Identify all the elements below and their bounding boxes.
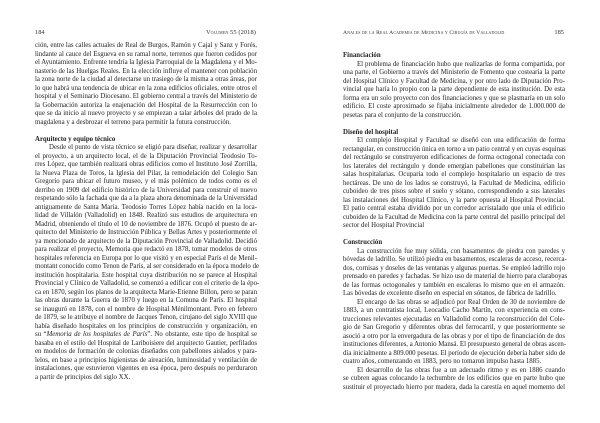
text-line: ción, entre las calles actuales de Real de Burgos, Ramón y Cajal y Sanz y Forés, bbox=[35, 42, 257, 49]
text-line: El problema de financiación hubo que realizarlas de forma compartida, por bbox=[357, 60, 565, 68]
text-line: salas hospitalarias. Ocuparía todo el complejo hospitalario un espacio de tres bbox=[343, 171, 565, 178]
text-line: institución hospitalaria. Este hospital cuya distribución no se parece al Hospital bbox=[35, 271, 257, 279]
text-line: en modelos de formación de colonias diseñados con pabellones aislados y para- bbox=[35, 348, 257, 355]
text-line: se cubren aguas colocando la techumbre de los edificios que en parte hubo que bbox=[343, 375, 565, 382]
text-line: Madrid, obteniendo el título el 10 de noviembre de 1876. Ocupó el puesto de ar- bbox=[35, 220, 257, 228]
text-line: Las bóvedas de excelente diseño en especial en sótanos, de fábrica de ladrillo. bbox=[343, 290, 557, 297]
text-line: día inicialmente a 809.000 pesetas. El período de ejecución debería haber sido de bbox=[343, 349, 566, 357]
text-line: rres López, que también realizará obras edificios como el Instituto José Zorrilla, bbox=[35, 161, 257, 168]
text-line: de 1879, se le atribuye el nombre de Jacques Tenon, cirujano del siglo XVIII que bbox=[35, 314, 257, 321]
right-page bbox=[300, 0, 600, 423]
text-line: la Gobernación autoriza la enajenación del Hospital de la Resurrección con lo bbox=[35, 101, 257, 109]
text-line: dos, cornisas y doseles de las ventanas y algunas puertas. Se empleó ladrillo rojo bbox=[343, 264, 565, 272]
text-line: nasterio de las Huelgas Reales. En la elección influye el mantener con población bbox=[35, 67, 257, 75]
text-line: cuboideo de tres pisos sobre el suelo y sótano, correspondiendo a sus laterales bbox=[343, 188, 565, 195]
text-segment: ”. No obstante, este tipo de hospital se bbox=[147, 331, 258, 338]
text-line: cuatro años, comenzando en 1883, pero no tomaron impulso hasta 1885. bbox=[343, 358, 542, 365]
text-line: ca en 1870, según los planos de la arquitecta Marie-Etienne Billon, pero se paran bbox=[35, 288, 257, 296]
text-line: quitecto del Ministerio de Instrucción Pública y Bellas Artes y posteriormente el bbox=[35, 229, 257, 236]
text-line: la Nueva Plaza de Toros, la Iglesia del Pilar, la remodelación del Colegio San bbox=[35, 169, 257, 177]
paragraph bbox=[35, 144, 260, 382]
text-line: respetando sólo la fachada que da a la plaza ahora denominada de la Universidad bbox=[35, 195, 257, 202]
text-line: El encargo de las obras se adjudicó por Real Orden de 30 de noviembre de bbox=[357, 298, 565, 306]
text-line: hectáreas. De uno de los lados se construyó, la Facultad de Medicina, edificio bbox=[343, 179, 565, 187]
text-line: gio de San Gregorio y diferentes obras del ferrocarril, y que posteriormente se bbox=[343, 324, 565, 331]
text-line: vincial que haría lo propio con la parte dependiente de esta institución. De esta bbox=[343, 86, 565, 93]
page-number: 184 bbox=[35, 29, 45, 36]
text-line: las instalaciones del Hospital Clínico, y la parte opuesta al Hospital Provincial. bbox=[343, 196, 565, 204]
text-line: sector del Hospital Provincial bbox=[343, 222, 425, 229]
text-line: Provincial y Clínico de Valladolid, se comenzó a edificar con el criterio de la épo- bbox=[35, 280, 260, 287]
paragraph bbox=[343, 299, 565, 367]
text-line: pesetas para el conjunto de la construcción. bbox=[343, 111, 462, 119]
text-line: derribo en 1909 del edificio histórico de la Universidad para construir el nuevo bbox=[35, 186, 257, 194]
text-line: el proyecto, a un arquitecto local, el de la Diputación Provincial Teodosio To- bbox=[35, 152, 257, 160]
text-line: asoció a otro por la envergadura de las obras y por el tipo de financiación de dos bbox=[343, 332, 565, 340]
paragraph bbox=[35, 42, 257, 127]
text-line: El desarrollo de las obras fue a un adecuado ritmo y es en 1886 cuando bbox=[357, 366, 565, 374]
text-line: se inauguró en 1878, con el nombre de Hospital Ménilmontant. Pero en febrero bbox=[35, 305, 257, 313]
text-line: rectangular, en construcción única en torno a un patio central y en cuyas esquinas bbox=[343, 145, 566, 153]
text-line: de las formas octogonales y también en escaleras lo mismo que en el armazón. bbox=[343, 281, 565, 289]
text-line: hospitales referencia en Europa por lo que visitó y en especial París el de Menil- bbox=[35, 254, 257, 262]
text-line: había diseñado hospitales en los principios de construcción y organización, en bbox=[35, 322, 257, 330]
page-body bbox=[35, 42, 260, 382]
section-heading: Construcción bbox=[343, 239, 383, 246]
text-line: Desde el punto de vista técnico se eligió para diseñar, realizar y desarrollar bbox=[49, 144, 257, 151]
text-line: bóvedas de ladrillo. Se utilizó piedra en basamentos, escaleras de acceso, recerca- bbox=[343, 256, 567, 263]
text-line: instituciones diferentes, a Antonio Mansá. El presupuesto general de obras ascen- bbox=[343, 341, 567, 348]
text-line: cuboideo de la Facultad de Medicina con la parte central del pasillo principal del bbox=[343, 213, 565, 221]
paragraph bbox=[343, 247, 568, 299]
text-line: las obras durante la Guerra de 1870 y luego en la Comuna de París. El hospital bbox=[35, 297, 257, 304]
block-spacer bbox=[343, 120, 565, 129]
section-heading: Arquitecto y equipo técnico bbox=[35, 135, 116, 143]
paragraph bbox=[343, 61, 565, 121]
text-line: del Hospital Clínico y Facultad de Medicina, y por otro lado de Diputación Pro- bbox=[343, 77, 565, 85]
page-body bbox=[343, 52, 568, 392]
section-heading: Diseño del hospital bbox=[343, 128, 399, 136]
text-line: lo que habrá una tendencia de ubicar en la zona edificios oficiales, entre otros el bbox=[35, 84, 257, 92]
text-line: prensado en paredes y fachadas. Se hizo uso de material de hierro para claraboyas bbox=[343, 273, 568, 280]
text-line: El patio central estaba dividido por un corredor acristalado que unía el edificio bbox=[343, 205, 565, 212]
running-head: Volumen 55 (2018) bbox=[205, 29, 256, 36]
text-line: montant conocido como Tenon de París, al ser considerado en la época modelo de bbox=[35, 263, 260, 270]
text-line: que se da inicio al nuevo proyecto y se empiezan a talar árboles del prado de la bbox=[35, 110, 257, 117]
page-number: 185 bbox=[554, 29, 564, 36]
text-line: hospital y el Seminario Diocesano. El gobierno central a través del Ministerio de bbox=[35, 93, 257, 100]
text-line: a partir de principios del siglo XX. bbox=[35, 373, 131, 381]
text-segment: su “ bbox=[35, 331, 47, 338]
text-line: El complejo Hospital y Facultad se diseñó con una edificación de forma bbox=[357, 137, 565, 144]
text-line: basaba en el estilo del Hospital de Lariboisiere del arquitecto Gautier, perfilados bbox=[35, 339, 257, 347]
text-line: forma era un solo proyecto con dos financiaciones y que se plasmaría en un solo bbox=[343, 94, 565, 102]
text-line: la zona norte de la ciudad al detectarse un trasiego de la misma a otras áreas, por bbox=[35, 76, 257, 83]
text-line: magdalena y a desbrozar el terreno para permitir la futura construcción. bbox=[35, 118, 231, 126]
text-line: del rectángulo se construyeron edificaciones de forma octogonal conectada con bbox=[343, 154, 565, 161]
italic-title: Memoria de los hospitales de París bbox=[46, 331, 148, 338]
text-line: el Ayuntamiento. Enfrente tendría la Iglesia Parroquial de la Magdalena y el Mo- bbox=[35, 59, 257, 66]
block-spacer bbox=[343, 231, 565, 240]
text-line: Gregorio para ubicar el futuro museo, y el más polémico de todos como es el bbox=[35, 178, 257, 185]
text-line: antiguamente de Santa María. Teodosio Torres López había nacido en la loca- bbox=[35, 203, 257, 211]
paragraph bbox=[343, 367, 565, 393]
text-line: instalaciones, que estuvieron vigentes en esa época, pero después no perduraron bbox=[35, 365, 257, 372]
text-line: 1883, a un contratista local, Leocadio Cacho Martín, con experiencia en cons- bbox=[343, 307, 565, 314]
text-line: una parte, el Gobierno a través del Ministerio de Fomento que costearía la parte bbox=[343, 69, 565, 76]
text-line: trucciones relevantes ejecutadas en Valladolid como la reconstrucción del Cole- bbox=[343, 315, 565, 323]
text-line: los laterales del rectángulo y donde emergían pabellones que constituirían las bbox=[343, 162, 565, 170]
text-line: lelos, en base a principios higienistas de aireación, luminosidad y ventilación de bbox=[35, 356, 257, 364]
text-line bbox=[35, 331, 257, 340]
text-line: ya mencionado de arquitecto de la Diputación Provincial de Valladolid. Decidió bbox=[35, 237, 257, 245]
text-line: para realizar el proyecto, Memoria que redactó en 1878, tomar modelos de otros bbox=[35, 246, 257, 253]
text-line: lidad de Villalón (Valladolid) en 1848. Realizó sus estudios de arquitectura en bbox=[35, 212, 257, 219]
text-line: sustituir el proyectado hierro por madera, dada la carestía en aquel momento del bbox=[343, 383, 565, 391]
text-line: La construcción fue muy sólida, con basamentos de piedra con paredes y bbox=[357, 247, 565, 255]
block-spacer bbox=[35, 127, 257, 136]
paragraph bbox=[343, 137, 565, 231]
section-heading: Financiación bbox=[343, 52, 381, 59]
running-head: Anales de la Real Academia de Medicina y Cirugía de Valladolid bbox=[343, 30, 505, 36]
text-line: edificio. El coste aproximado se fijaba inicialmente alrededor de 1.000.000 de bbox=[343, 103, 565, 110]
text-line: lindante al cauce del Esgueva en su ramal norte, terrenos que fueron cedidos por bbox=[35, 50, 257, 58]
